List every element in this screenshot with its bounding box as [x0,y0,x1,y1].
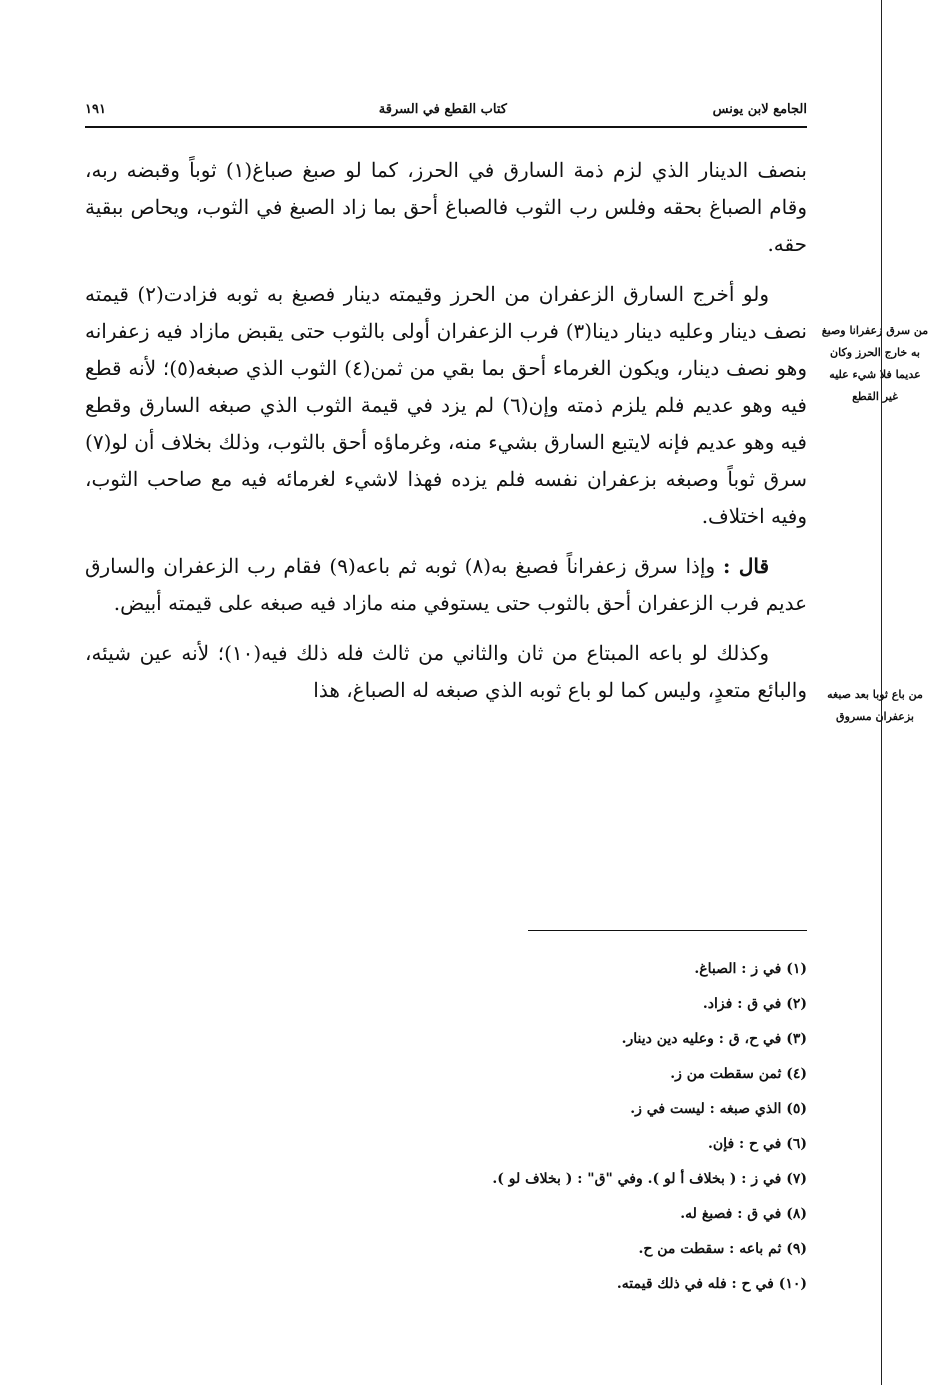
footnote: (٧) في ز : ( بخلاف أ لو ). وفي "ق" : ( بخلاف لو ). [492,1171,807,1187]
header-rule [85,126,807,128]
paragraph [85,548,807,622]
paragraph [85,635,807,709]
margin-note: من سرق زعفرانا وصبغ به خارج الحرز وكان عديما فلا شيء عليه غير القطع [821,324,929,403]
footnote: (٥) الذي صبغه : ليست في ز. [630,1101,807,1117]
paragraph-text: ولو أخرج السارق الزعفران من الحرز وقيمته دينار فصبغ به ثوبه فزادت(٢) قيمته نصف دينار وعليه دينار دينا(٣) فرب الزعفران أولى بالثوب حتى يقبض مازاد فيه زعفرانه وهو نصف دينار، ويكون الغرماء أحق بما بقي من ثمن(٤) الثوب الذي صبغه(٥)؛ لأنه قطع فيه وهو عديم فلم يلزم ذمته وإن(٦) لم يزد في قيمة الثوب الذي صبغه السارق وقطع فيه وهو عديم فإنه لايتبع السارق بشيء منه، وغرماؤه أحق بالثوب، وذلك بخلاف أن لو(٧) سرق ثوباً وصبغه بزعفران نفسه فلم يزده فهذا لاشيء لغرمائه فيه مع صاحب الثوب، وفيه اختلاف. [85,282,808,528]
page-number: ١٩١ [85,102,106,117]
footnotes [300,952,807,1302]
header-book-title: الجامع لابن يونس [712,102,807,117]
paragraph-text: وكذلك لو باعه المبتاع من ثان والثاني من ثالث فله ذلك فيه(١٠)؛ لأنه عين شيئه، والبائع متعدٍ، وليس كما لو باع ثوبه الذي صبغه له الصباغ، هذا [85,641,807,702]
paragraph-text: وإذا سرق زعفراناً فصبغ به(٨) ثوبه ثم باعه(٩) فقام رب الزعفران والسارق عديم فرب الزعفران أحق بالثوب حتى يستوفي منه مازاد فيه صبغه على قيمته أبيض. [85,554,807,615]
footnote: (١٠) في ح : فله في ذلك قيمته. [616,1276,807,1292]
header-chapter-title: كتاب القطع في السرقة [378,102,507,117]
footnote: (١) في ز : الصباغ. [694,961,807,977]
footnote: (٣) في ح، ق : وعليه دين دينار. [621,1031,807,1047]
footnote: (٩) ثم باعه : سقطت من ح. [638,1241,807,1257]
main-text [85,152,807,709]
paragraph-lead: قال : [723,554,770,578]
running-header [85,98,807,128]
footnote-rule [528,930,807,931]
margin-note: من باع ثوبا بعد صبغه بزعفران مسروق [827,688,923,723]
footnote: (٢) في ق : فزاد. [702,996,807,1012]
paragraph-text: بنصف الدينار الذي لزم ذمة السارق في الحرز، كما لو صبغ صباغ(١) ثوباً وقبضه ربه، وقام الصباغ بحقه وفلس رب الثوب فالصباغ أحق بما زاد الصبغ في الثوب، ويحاص ببقية حقه. [85,158,808,256]
footnote: (٤) ثمن سقطت من ز. [670,1066,807,1082]
paragraph [85,152,807,263]
footnote: (٦) في ح : فإن. [708,1136,807,1152]
paragraph [85,276,807,535]
footnote: (٨) في ق : فصبغ له. [680,1206,807,1222]
